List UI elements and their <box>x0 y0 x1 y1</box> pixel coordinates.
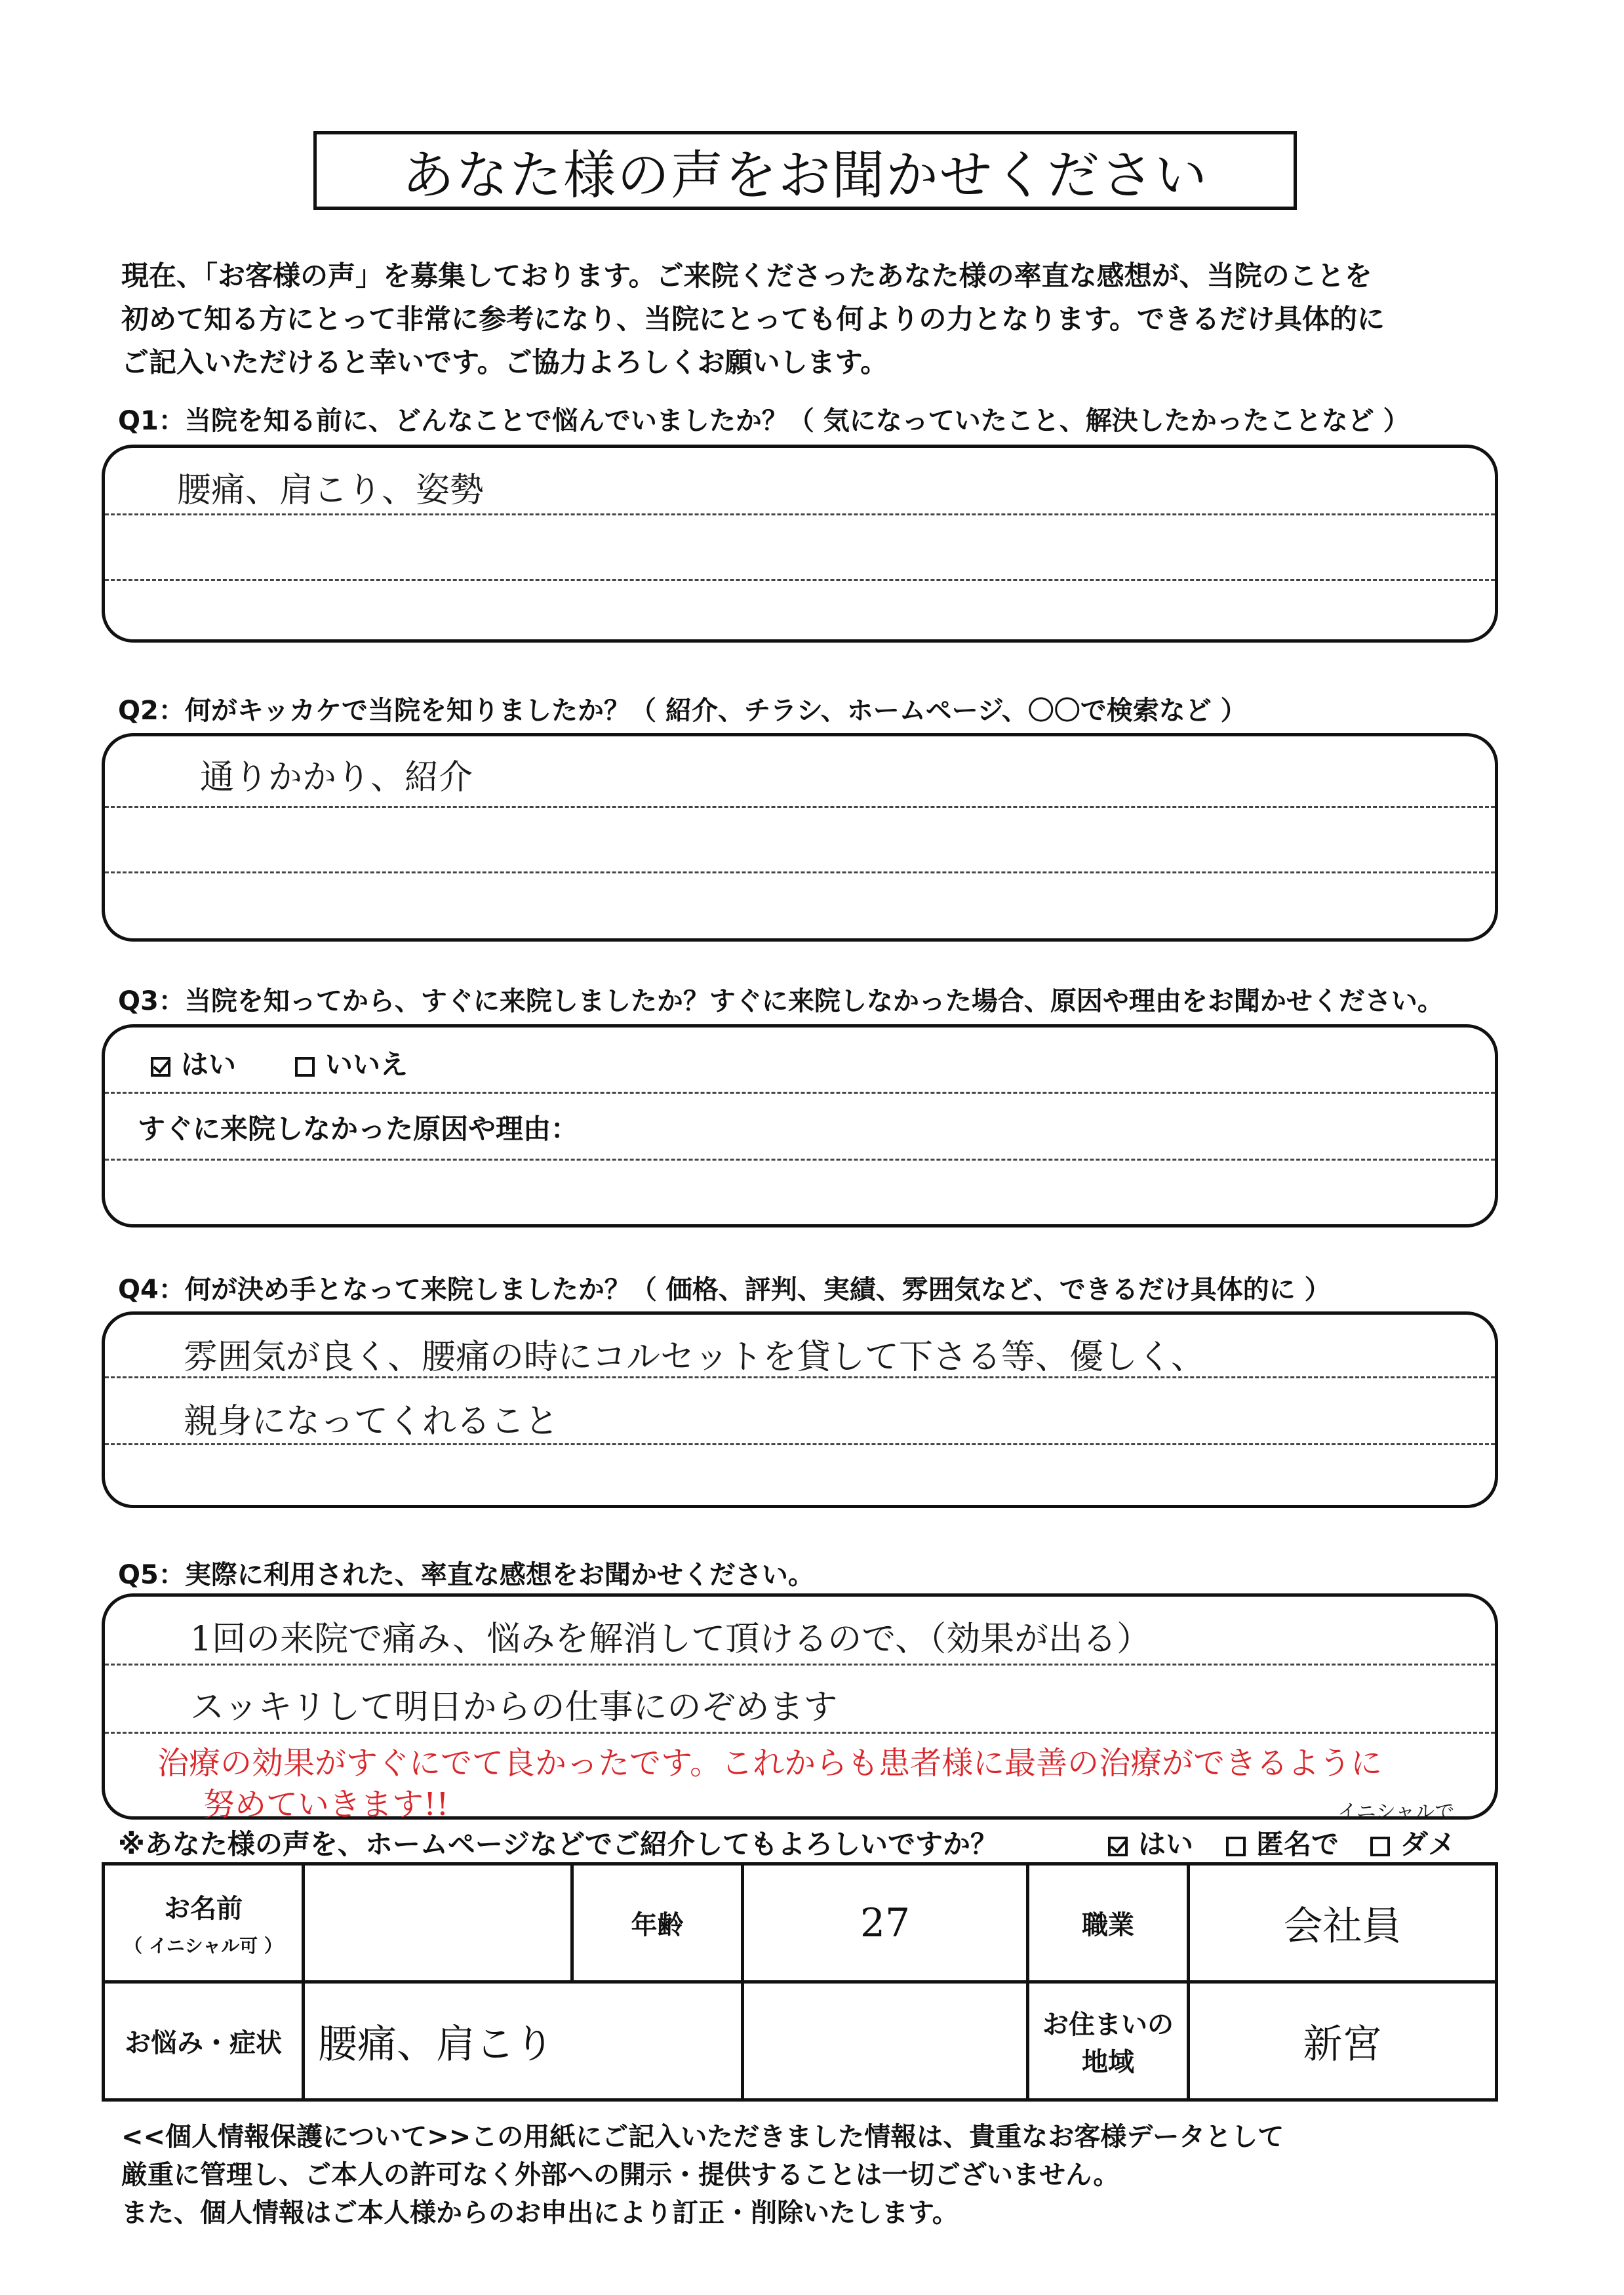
q2-question: Q2：何がキッカケで当院を知りましたか？（ 紹介、チラシ、ホームページ、〇〇で検索など ） <box>118 696 1247 726</box>
name-value-cell[interactable] <box>304 1864 572 1982</box>
area-label-2: 地域 <box>1082 2046 1134 2077</box>
q3-no-option[interactable] <box>295 1043 408 1083</box>
area-label-1: お住まいの <box>1042 2009 1174 2040</box>
q2-answer: 通りかかり、紹介 <box>200 758 473 797</box>
permission-no-label: ダメ <box>1400 1828 1456 1860</box>
info-table <box>102 1862 1498 2102</box>
area-value-cell[interactable] <box>1189 1982 1497 2100</box>
privacy-line: また、個人情報はご本人様からのお申出により訂正・削除いたします。 <box>121 2198 959 2228</box>
permission-yes-label: はい <box>1138 1828 1194 1860</box>
q3-yes-label: はい <box>181 1048 237 1081</box>
q5-reply-line2: 努めていきます!! <box>203 1786 449 1823</box>
checkbox-checked-icon[interactable] <box>1108 1837 1128 1856</box>
q1-answer-box[interactable] <box>102 445 1498 643</box>
checkbox-checked-icon[interactable] <box>151 1057 170 1077</box>
q3-no-label: いいえ <box>325 1048 408 1081</box>
symptom-value-cell[interactable] <box>304 1982 743 2100</box>
area-label-cell <box>1028 1982 1189 2100</box>
q2-answer-box[interactable] <box>102 733 1498 942</box>
job-value: 会社員 <box>1283 1903 1402 1949</box>
page-title: あなた様の声をお聞かせください <box>313 131 1297 210</box>
q4-answer-box[interactable] <box>102 1311 1498 1508</box>
symptom-value: 腰痛、肩こり <box>318 2021 554 2067</box>
checkbox-icon[interactable] <box>1226 1837 1246 1856</box>
q4-answer-line1: 雰囲気が良く、腰痛の時にコルセットを貸して下さる等、優しく、 <box>184 1338 1205 1377</box>
age-value: 27 <box>860 1900 911 1946</box>
age-label-cell <box>572 1864 743 1982</box>
q5-reply-line1: 治療の効果がすぐにでて良かったです。これからも患者様に最善の治療ができるように <box>157 1745 1383 1782</box>
intro-line: ご記入いただけると幸いです。ご協力よろしくお願いします。 <box>121 346 888 378</box>
q3-answer-box[interactable] <box>102 1024 1498 1227</box>
permission-yes-option[interactable] <box>1108 1823 1193 1862</box>
name-label-cell <box>104 1864 304 1982</box>
checkbox-icon[interactable] <box>295 1057 315 1077</box>
q3-question: Q3：当院を知ってから、すぐに来院しましたか？すぐに来院しなかった場合、原因や理由をお聞かせください。 <box>118 986 1444 1016</box>
q5-answer-line1: 1回の来院で痛み、悩みを解消して頂けるので、（効果が出る） <box>190 1620 1151 1659</box>
intro-line: 現在、「お客様の声」を募集しております。ご来院くださったあなた様の率直な感想が、当院のことを <box>121 260 1372 292</box>
area-value: 新宮 <box>1303 2021 1382 2067</box>
job-label: 職業 <box>1082 1910 1134 1940</box>
job-label-cell <box>1028 1864 1189 1982</box>
intro-line: 初めて知る方にとって非常に参考になり、当院にとっても何よりの力となります。できるだけ具体的に <box>121 303 1385 335</box>
checkbox-icon[interactable] <box>1370 1837 1390 1856</box>
q5-answer-box[interactable] <box>102 1593 1498 1823</box>
q1-question: Q1：当院を知る前に、どんなことで悩んでいましたか？（ 気になっていたこと、解決したかったことなど ） <box>118 406 1410 436</box>
privacy-line: <<個人情報保護について>>この用紙にご記入いただきました情報は、貴重なお客様データとして <box>121 2122 1284 2152</box>
q3-yes-option[interactable] <box>151 1043 236 1083</box>
name-label: お名前 <box>164 1894 243 1924</box>
permission-anonymous-option[interactable] <box>1226 1823 1339 1862</box>
name-sublabel: （ イニシャル可 ） <box>124 1935 283 1957</box>
symptom-label: お悩み・症状 <box>125 2028 282 2058</box>
symptom-extra-cell[interactable] <box>743 1982 1028 2100</box>
q3-reason-label: すぐに来院しなかった原因や理由： <box>138 1113 579 1145</box>
q1-answer: 腰痛、肩こり、姿勢 <box>177 471 485 510</box>
privacy-notice <box>121 2118 1531 2232</box>
permission-anonymous-note: イニシャルで <box>1337 1801 1455 1824</box>
permission-anonymous-label: 匿名で <box>1256 1828 1339 1860</box>
permission-no-option[interactable] <box>1370 1823 1456 1862</box>
age-label: 年齢 <box>631 1910 684 1940</box>
age-value-cell[interactable] <box>743 1864 1028 1982</box>
privacy-line: 厳重に管理し、ご本人の許可なく外部への開示・提供することは一切ございません。 <box>121 2160 1120 2190</box>
job-value-cell[interactable] <box>1189 1864 1497 1982</box>
intro-text <box>121 254 1518 384</box>
q4-answer-line2: 親身になってくれること <box>184 1402 559 1441</box>
q5-answer-line2: スッキリして明日からの仕事にのぞめます <box>190 1688 838 1727</box>
q5-question: Q5：実際に利用された、率直な感想をお聞かせください。 <box>118 1560 814 1590</box>
symptom-label-cell <box>104 1982 304 2100</box>
permission-question: ※あなた様の声を、ホームページなどでご紹介してもよろしいですか？ <box>118 1828 998 1860</box>
q4-question: Q4：何が決め手となって来院しましたか？（ 価格、評判、実績、雰囲気など、できるだけ具体的に ） <box>118 1275 1331 1305</box>
